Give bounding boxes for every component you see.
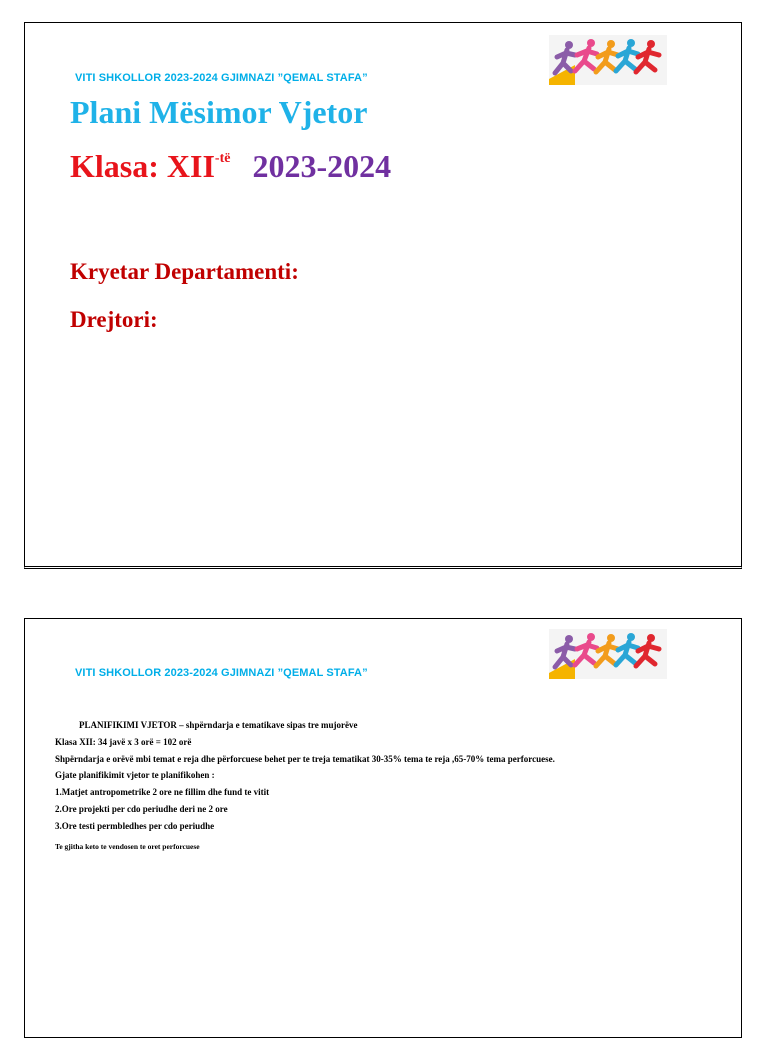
running-people-logo <box>549 629 667 679</box>
text-line: Gjate planifikimit vjetor te planifikohen : <box>55 770 215 781</box>
note-line: Te gjitha keto te vendosen te oret perforcuese <box>55 841 200 851</box>
text-line: Shpërndarja e orëvë mbi temat e reja dhe përforcuese behet per te treja tematikat 30-35% tema te reja ,65-70% tema perforcuese. <box>55 753 555 764</box>
list-item: 1.Matjet antropometrike 2 ore ne fillim dhe fund te vitit <box>55 787 270 798</box>
list-item: 3.Ore testi permbledhes per cdo periudhe <box>55 820 215 831</box>
list-item: 2.Ore projekti per cdo periudhe deri ne 2 ore <box>55 803 228 814</box>
running-people-logo <box>549 35 667 85</box>
class-suffix: -të <box>214 151 231 166</box>
school-year-header: VITI SHKOLLOR 2023-2024 GJIMNAZI ”QEMAL STAFA” <box>75 72 368 84</box>
text-line: Klasa XII: 34 javë x 3 orë = 102 orë <box>55 736 192 747</box>
class-line <box>70 148 391 185</box>
department-head-label: Kryetar Departamenti: <box>70 259 299 284</box>
school-year: 2023-2024 <box>252 148 392 184</box>
cover-page <box>24 22 742 569</box>
planning-heading: PLANIFIKIMI VJETOR – shpërndarja e tematikave sipas tre mujorëve <box>79 720 358 730</box>
director-label: Drejtori: <box>70 307 158 332</box>
planning-page <box>24 618 742 1038</box>
planning-text <box>55 717 715 855</box>
school-year-header: VITI SHKOLLOR 2023-2024 GJIMNAZI ”QEMAL STAFA” <box>75 667 368 679</box>
class-label: Klasa: XII <box>70 148 215 184</box>
page-title: Plani Mësimor Vjetor <box>70 94 368 130</box>
